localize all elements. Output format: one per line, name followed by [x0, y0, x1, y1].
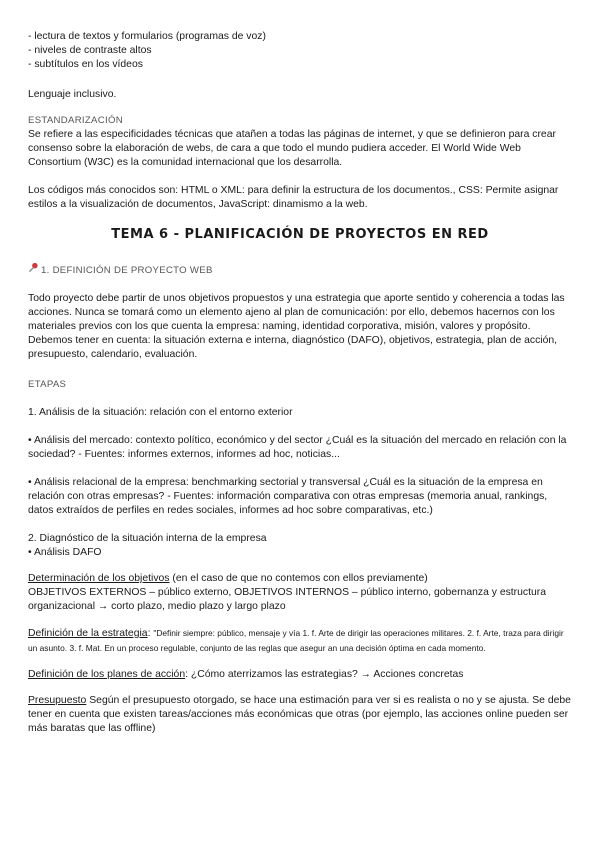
strategy-paragraph: [28, 626, 572, 656]
objectives-note: (en el caso de que no contemos con ellos previamente): [169, 573, 428, 584]
definition-heading-text: 1. DEFINICIÓN DE PROYECTO WEB: [41, 265, 213, 276]
inclusive-language: Lenguaje inclusivo.: [28, 89, 117, 100]
objectives-label: Determinación de los objetivos: [28, 573, 170, 584]
accessibility-list: [28, 30, 572, 72]
definition-heading: [28, 262, 572, 278]
stages-heading: ETAPAS: [28, 379, 67, 390]
action-plans-body: : ¿Cómo aterrizamos las estrategias? → Acciones concretas: [185, 669, 464, 680]
budget-body: Según el presupuesto otorgado, se hace una estimación para ver si es realista o no y se ajusta. Se debe tener en cuenta que existen tareas/acciones más económicas que otras (por ejemplo, las acciones online pueden ser más baratas que las offline): [28, 695, 571, 734]
standardization-heading: ESTANDARIZACIÓN: [28, 115, 123, 126]
topic-title: TEMA 6 - PLANIFICACIÓN DE PROYECTOS EN RED: [111, 227, 489, 242]
pushpin-icon: [28, 262, 39, 278]
relational-analysis: • Análisis relacional de la empresa: benchmarking sectorial y transversal ¿Cuál es la situación de la empresa en relación con otras empresas? - Fuentes: información comparativa con otras empresas (memoria anual, rankings, datos extraídos de perfiles en redes sociales, informes ad hoc sobre comparativas, etc.): [28, 477, 548, 516]
list-item: - niveles de contraste altos: [28, 45, 152, 56]
budget-label: Presupuesto: [28, 695, 87, 706]
market-analysis: • Análisis del mercado: contexto político, económico y del sector ¿Cuál es la situación del mercado en relación con la sociedad? - Fuentes: informes externos, informes ad hoc, noticias...: [28, 435, 567, 460]
codes-paragraph: Los códigos más conocidos son: HTML o XML: para definir la estructura de los documentos., CSS: Permite asignar estilos a la visualización de documentos, JavaScript: dinamismo a la web.: [28, 185, 559, 210]
action-plans-label: Definición de los planes de acción: [28, 669, 186, 680]
objectives-line: [28, 572, 572, 586]
standardization-body: Se refiere a las especificidades técnicas que atañen a todas las páginas de internet, y que se definieron para crear consenso sobre la elaboración de webs, de cara a que todo el mundo pudiera acceder. El World Wide Web Consortium (W3C) es la comunidad internacional que los desarrolla.: [28, 129, 556, 168]
strategy-label: Definición de la estrategia: [28, 628, 148, 639]
objectives-body: OBJETIVOS EXTERNOS – público externo, OBJETIVOS INTERNOS – público interno, gobernanza y estructura organizacional → corto plazo, medio plazo y largo plazo: [28, 587, 547, 612]
strategy-body: "Definir siempre: público, mensaje y vía 1. f. Arte de dirigir las operaciones militares. 2. f. Arte, traza para dirigir un asunto. 3. f. Mat. En un proceso regulable, conjunto de las reglas que asegur an una decisión óptima en cada momento.: [28, 628, 564, 653]
stage-1: 1. Análisis de la situación: relación con el entorno exterior: [28, 407, 293, 418]
definition-body: Todo proyecto debe partir de unos objetivos propuestos y una estrategia que aporte sentido y coherencia a todas las acciones. Nunca se tomará como un elemento ajeno al plan de comunicación: por ello, debemos hacernos con los materiales previos con los que cuenta la empresa: naming, identidad corporativa, misión, valores y propósito. Debemos tener en cuenta: la situación externa e interna, diagnóstico (DAFO), objetivos, estrategia, plan de acción, presupuesto, calendario, evaluación.: [28, 293, 565, 360]
stage-2: 2. Diagnóstico de la situación interna de la empresa: [28, 533, 267, 544]
list-item: - lectura de textos y formularios (programas de voz): [28, 31, 266, 42]
action-plans-line: [28, 668, 572, 682]
dafo-analysis: • Análisis DAFO: [28, 547, 102, 558]
budget-paragraph: [28, 694, 572, 736]
strategy-colon: :: [147, 628, 154, 639]
list-item: - subtítulos en los vídeos: [28, 59, 143, 70]
